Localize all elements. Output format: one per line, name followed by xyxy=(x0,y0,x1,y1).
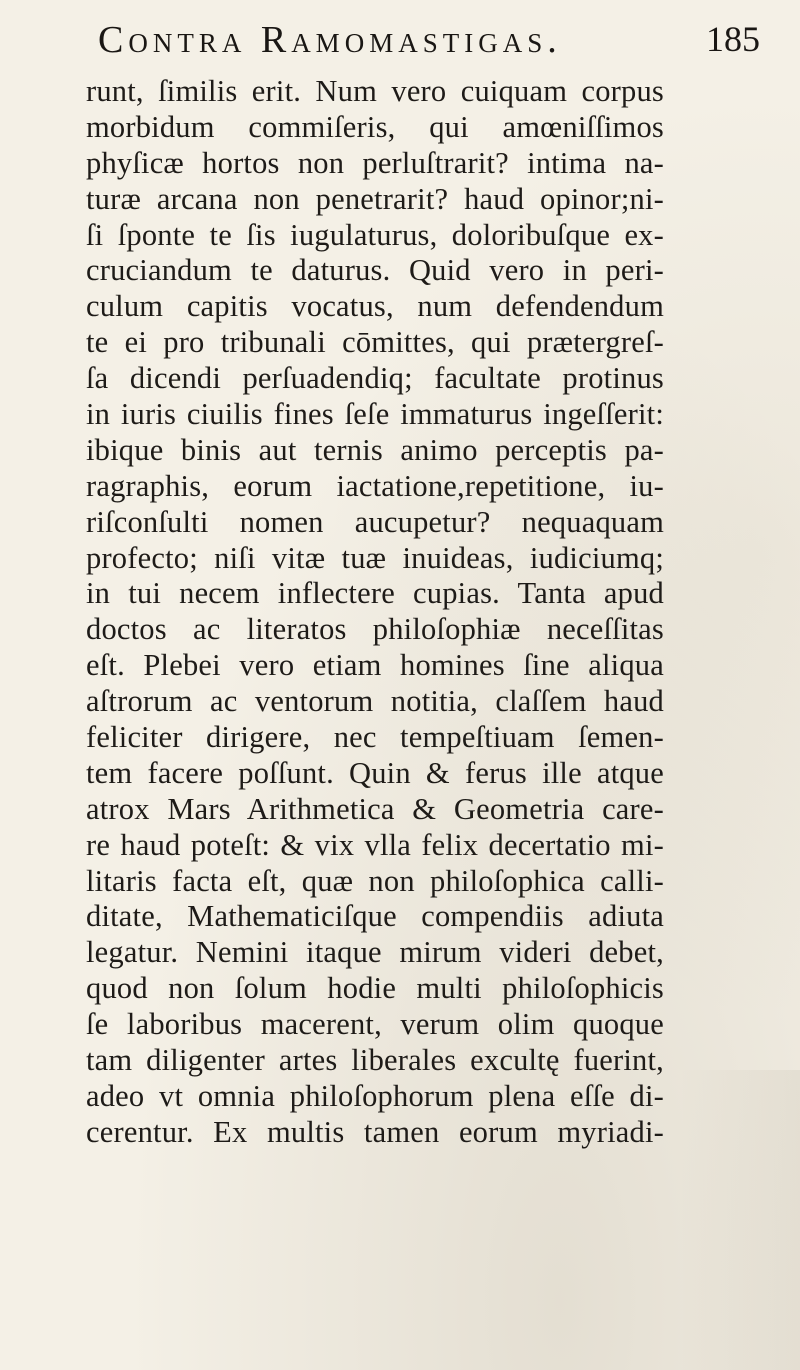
running-title: Contra Ramomastigas. xyxy=(98,19,562,61)
running-head xyxy=(60,18,760,68)
text-line: feliciter dirigere, nec tempeſtiuam ſemen- xyxy=(86,720,664,755)
text-line: profecto; niſi vitæ tuæ inuideas, iudiciumq; xyxy=(86,540,664,575)
text-line: turæ arcana non penetrarit? haud opinor;ni- xyxy=(86,181,664,216)
text-line: ſi ſponte te ſis iugulaturus, doloribuſque ex- xyxy=(86,217,664,252)
text-line: aſtrorum ac ventorum notitia, claſſem haud xyxy=(86,684,664,719)
text-line: phyſicæ hortos non perluſtrarit? intima na- xyxy=(86,145,664,180)
text-line: re haud poteſt: & vix vlla felix decertatio mi- xyxy=(86,827,664,862)
text-line: quod non ſolum hodie multi philoſophicis xyxy=(86,971,664,1006)
text-line: tem facere poſſunt. Quin & ferus ille atque xyxy=(86,755,664,790)
text-line: ditate, Mathematiciſque compendiis adiuta xyxy=(86,899,664,934)
text-line: legatur. Nemini itaque mirum videri debet, xyxy=(86,935,664,970)
body-text xyxy=(86,74,664,1151)
text-line: tam diligenter artes liberales excultę fuerint, xyxy=(86,1043,664,1078)
text-line: culum capitis vocatus, num defendendum xyxy=(86,289,664,324)
text-line: riſconſulti nomen aucupetur? nequaquam xyxy=(86,504,664,539)
text-line: morbidum commiſeris, qui amœniſſimos xyxy=(86,109,664,144)
paper-stain xyxy=(680,1070,800,1370)
text-line: runt, ſimilis erit. Num vero cuiquam corpus xyxy=(86,74,664,108)
page-number: 185 xyxy=(706,19,760,59)
text-line: litaris facta eſt, quæ non philoſophica calli- xyxy=(86,863,664,898)
text-line: ſe laboribus macerent, verum olim quoque xyxy=(86,1007,664,1042)
text-line: ibique binis aut ternis animo perceptis pa- xyxy=(86,432,664,467)
text-line: in tui necem inflectere cupias. Tanta apud xyxy=(86,576,664,611)
text-line: atrox Mars Arithmetica & Geometria care- xyxy=(86,791,664,826)
text-line: in iuris ciuilis fines ſeſe immaturus ingeſſerit: xyxy=(86,397,664,432)
text-line: te ei pro tribunali cōmittes, qui prætergreſ- xyxy=(86,325,664,360)
text-line: ragraphis, eorum iactatione,repetitione, iu- xyxy=(86,468,664,503)
text-line: cerentur. Ex multis tamen eorum myriadi- xyxy=(86,1114,664,1149)
text-line: cruciandum te daturus. Quid vero in peri- xyxy=(86,253,664,288)
text-line: adeo vt omnia philoſophorum plena eſſe di- xyxy=(86,1078,664,1113)
text-line: eſt. Plebei vero etiam homines ſine aliqua xyxy=(86,648,664,683)
text-line: doctos ac literatos philoſophiæ neceſſitas xyxy=(86,612,664,647)
text-line: ſa dicendi perſuadendiq; facultate protinus xyxy=(86,361,664,396)
